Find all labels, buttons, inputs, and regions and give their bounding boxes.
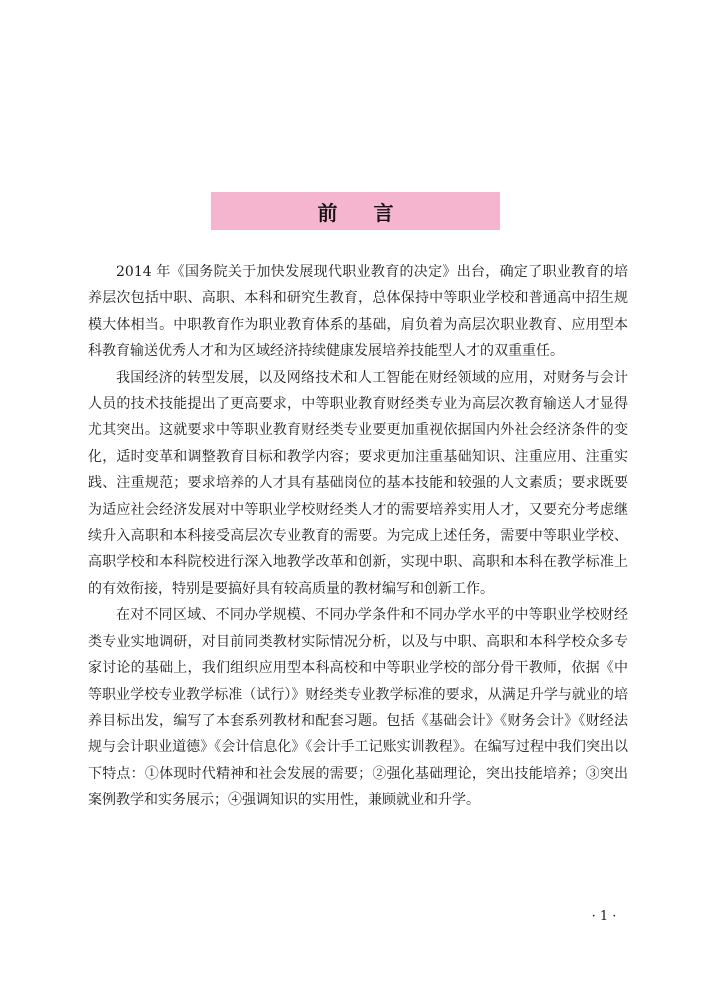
paragraph-3: 在对不同区域、不同办学规模、不同办学条件和不同办学水平的中等职业学校财经类专业实地调研，对目前同类教材实际情况分析，以及与中职、高职和本科学校众多专家讨论的基础上，我们组织应用型本科高校和中等职业学校的部分骨干教师，依据《中等职业学校专业教学标准（试行）》财经类专业教学标准的要求，从满足升学与就业的培养目标出发，编写了本套系列教材和配套习题。包括《基础会计》《财务会计》《财经法规与会计职业道德》《会计信息化》《会计手工记账实训教程》。在编写过程中我们突出以下特点：①体现时代精神和社会发展的需要；②强化基础理论，突出技能培养；③突出案例教学和实务展示；④强调知识的实用性，兼顾就业和升学。 <box>88 607 628 809</box>
body-text <box>88 259 628 814</box>
page-number: · 1 · <box>591 909 617 924</box>
page-title: 前言 <box>317 200 430 225</box>
paragraph-1: 2014 年《国务院关于加快发展现代职业教育的决定》出台，确定了职业教育的培养层次包括中职、高职、本科和研究生教育，总体保持中等职业学校和普通高中招生规模大体相当。中职教育作为职业教育体系的基础，肩负着为高层次职业教育、应用型本科教育输送优秀人才和为区域经济持续健康发展培养技能型人才的双重重任。 <box>88 264 628 360</box>
title-banner <box>211 192 500 230</box>
paragraph-2: 我国经济的转型发展，以及网络技术和人工智能在财经领域的应用，对财务与会计人员的技术技能提出了更高要求，中等职业教育财经类专业为高层次教育输送人才显得尤其突出。这就要求中等职业教育财经类专业要更加重视依据国内外社会经济条件的变化，适时变革和调整教育目标和教学内容；要求更加注重基础知识、注重应用、注重实践、注重规范；要求培养的人才具有基础岗位的基本技能和较强的人文素质；要求既要为适应社会经济发展对中等职业学校财经类人才的需要培养实用人才，又要充分考虑继续升入高职和本科接受高层次专业教育的需要。为完成上述任务，需要中等职业学校、高职学校和本科院校进行深入地教学改革和创新，实现中职、高职和本科在教学标准上的有效衔接，特别是要搞好具有较高质量的教材编写和创新工作。 <box>88 369 628 597</box>
